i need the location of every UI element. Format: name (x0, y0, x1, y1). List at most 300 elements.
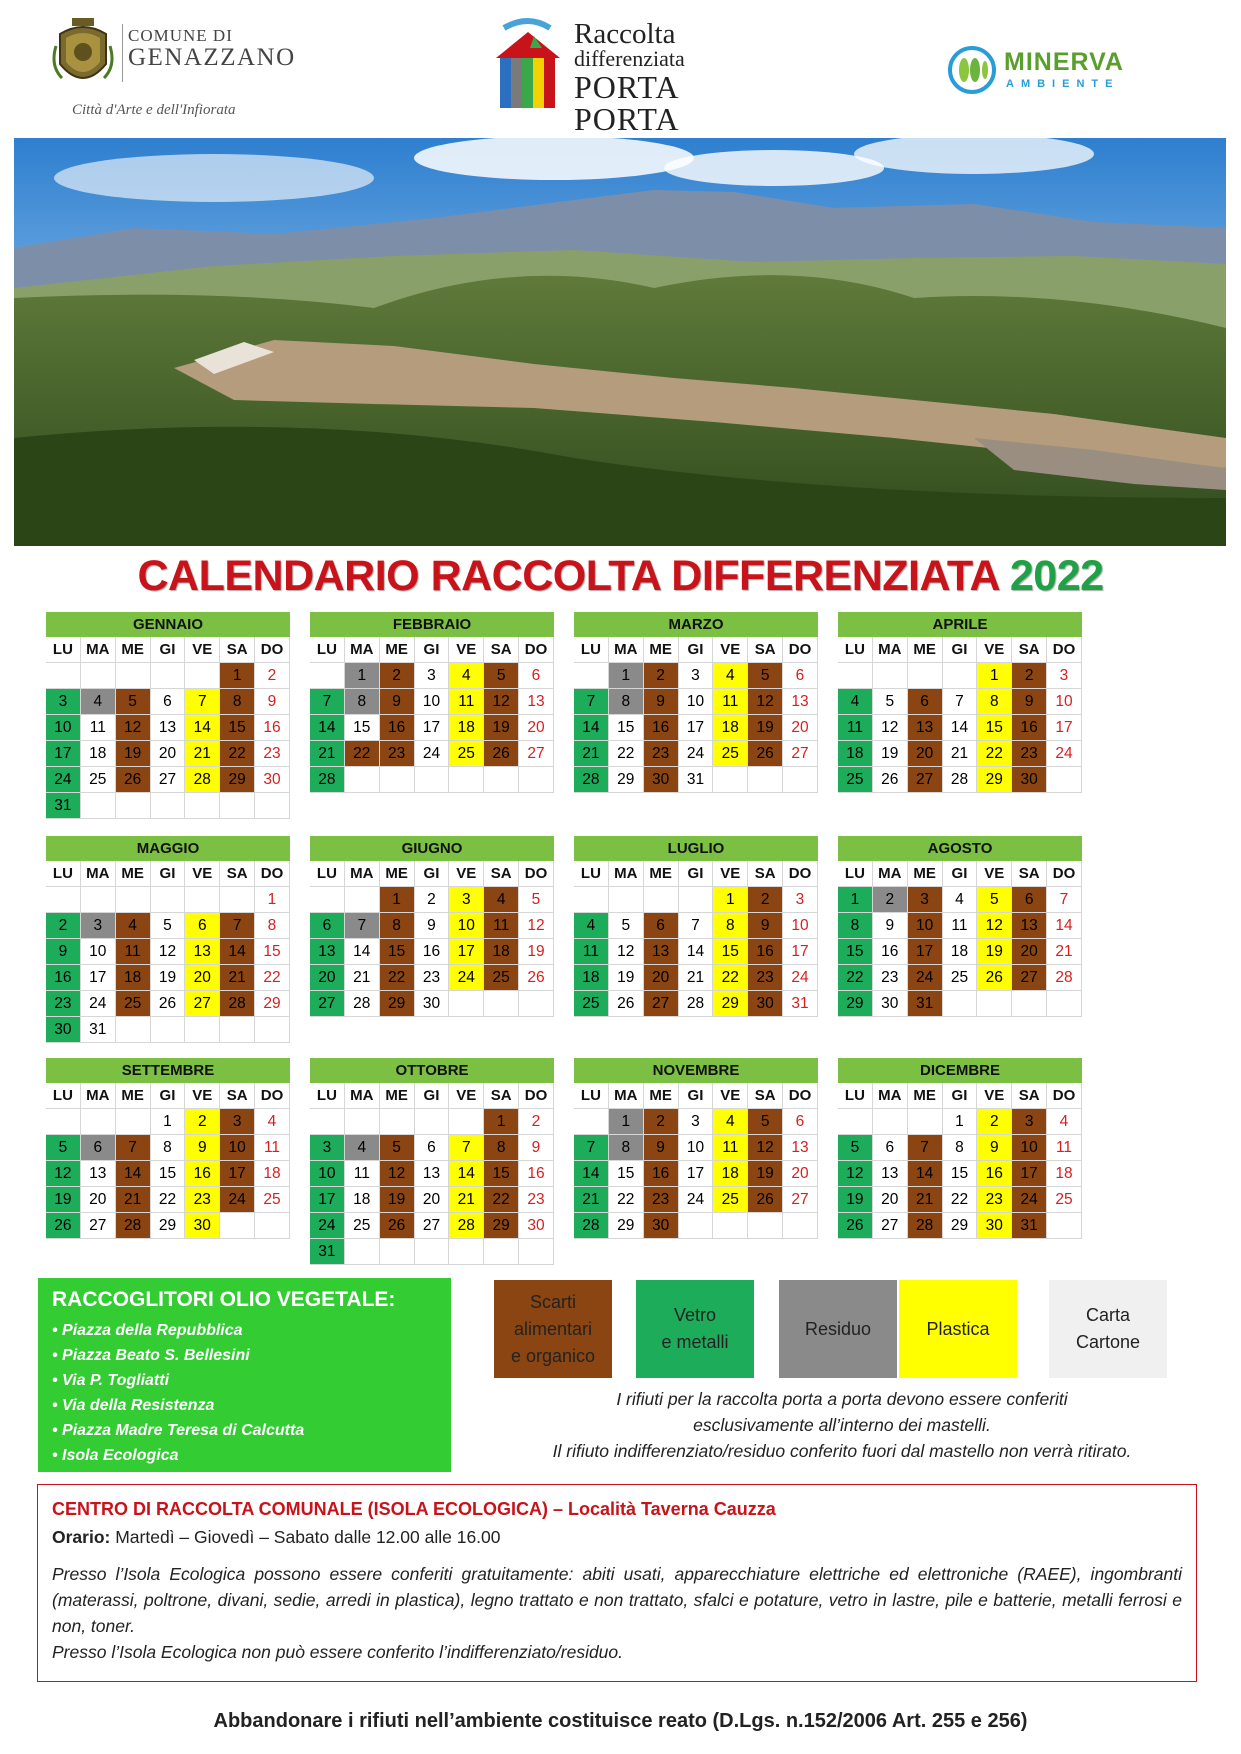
centro-orario: Orario: Martedì – Giovedì – Sabato dalle 12.00 alle 16.00 (52, 1527, 501, 1547)
weekday-header: LU (574, 861, 609, 887)
weekday-header: MA (609, 861, 644, 887)
day-cell: 22 (151, 1187, 186, 1213)
empty-cell (151, 887, 186, 913)
day-cell: 6 (783, 1109, 818, 1135)
day-cell: 29 (838, 991, 873, 1017)
weekday-header: SA (748, 1083, 783, 1109)
empty-cell (345, 1109, 380, 1135)
empty-cell (151, 1017, 186, 1043)
empty-cell (415, 1239, 450, 1265)
day-cell: 4 (484, 887, 519, 913)
weekday-header: MA (81, 1083, 116, 1109)
day-cell: 15 (255, 939, 290, 965)
weekday-header: ME (644, 637, 679, 663)
day-cell: 13 (519, 689, 554, 715)
weekday-header: VE (977, 861, 1012, 887)
day-cell: 21 (574, 1187, 609, 1213)
day-cell: 5 (977, 887, 1012, 913)
legend-plastica: Plastica (899, 1280, 1017, 1378)
day-cell: 31 (908, 991, 943, 1017)
empty-cell (873, 1109, 908, 1135)
empty-cell (679, 887, 714, 913)
weekday-header: GI (151, 861, 186, 887)
empty-cell (310, 1109, 345, 1135)
olio-item: • Piazza Madre Teresa di Calcutta (52, 1422, 305, 1439)
empty-cell (943, 663, 978, 689)
day-cell: 8 (609, 1135, 644, 1161)
day-cell: 20 (415, 1187, 450, 1213)
day-cell: 30 (748, 991, 783, 1017)
day-cell: 26 (977, 965, 1012, 991)
day-cell: 28 (185, 767, 220, 793)
day-cell: 11 (345, 1161, 380, 1187)
minerva-subtitle: AMBIENTE (1006, 78, 1120, 90)
day-cell: 28 (574, 767, 609, 793)
legend-organico: Scarti alimentari e organico (494, 1280, 612, 1378)
day-cell: 11 (255, 1135, 290, 1161)
day-cell: 9 (519, 1135, 554, 1161)
empty-cell (1012, 991, 1047, 1017)
day-cell: 7 (908, 1135, 943, 1161)
weekday-header: GI (943, 637, 978, 663)
empty-cell (380, 1239, 415, 1265)
weekday-header: ME (116, 861, 151, 887)
month-maggio (46, 836, 290, 1043)
day-cell: 3 (679, 1109, 714, 1135)
day-cell: 2 (380, 663, 415, 689)
weekday-header: DO (255, 637, 290, 663)
day-cell: 7 (185, 689, 220, 715)
day-cell: 31 (310, 1239, 345, 1265)
empty-cell (255, 1017, 290, 1043)
day-cell: 24 (415, 741, 450, 767)
weekday-header: DO (519, 1083, 554, 1109)
day-cell: 17 (415, 715, 450, 741)
day-cell: 6 (415, 1135, 450, 1161)
day-cell: 8 (380, 913, 415, 939)
weekday-header: LU (46, 861, 81, 887)
day-cell: 20 (783, 1161, 818, 1187)
weekday-header: SA (1012, 1083, 1047, 1109)
olio-item: • Via della Resistenza (52, 1397, 215, 1414)
day-cell: 2 (255, 663, 290, 689)
empty-cell (644, 887, 679, 913)
day-cell: 30 (519, 1213, 554, 1239)
day-cell: 6 (873, 1135, 908, 1161)
day-cell: 30 (46, 1017, 81, 1043)
olio-item: • Via P. Togliatti (52, 1372, 170, 1389)
weekday-header: GI (151, 637, 186, 663)
weekday-header: ME (644, 861, 679, 887)
weekday-header: DO (783, 1083, 818, 1109)
day-cell: 14 (310, 715, 345, 741)
day-cell: 19 (609, 965, 644, 991)
empty-cell (151, 663, 186, 689)
weekday-header: SA (748, 637, 783, 663)
day-cell: 14 (679, 939, 714, 965)
minerva-name: MINERVA (1004, 48, 1124, 76)
month-name: FEBBRAIO (310, 612, 554, 637)
day-cell: 13 (415, 1161, 450, 1187)
day-cell: 24 (449, 965, 484, 991)
weekday-header: SA (484, 861, 519, 887)
day-cell: 4 (713, 1109, 748, 1135)
centro-raccolta-box (37, 1484, 1197, 1682)
empty-cell (449, 1109, 484, 1135)
comune-motto: Città d'Arte e dell'Infiorata (72, 102, 236, 118)
weekday-header: DO (1047, 637, 1082, 663)
month-febbraio (310, 612, 554, 793)
day-cell: 25 (574, 991, 609, 1017)
day-cell: 21 (679, 965, 714, 991)
day-cell: 29 (151, 1213, 186, 1239)
weekday-header: VE (185, 1083, 220, 1109)
day-cell: 27 (310, 991, 345, 1017)
day-cell: 2 (644, 1109, 679, 1135)
day-cell: 23 (644, 741, 679, 767)
day-cell: 18 (943, 939, 978, 965)
day-cell: 3 (1012, 1109, 1047, 1135)
month-name: MAGGIO (46, 836, 290, 861)
weekday-header: GI (679, 861, 714, 887)
empty-cell (345, 887, 380, 913)
day-cell: 18 (713, 715, 748, 741)
day-cell: 28 (220, 991, 255, 1017)
weekday-header: SA (748, 861, 783, 887)
day-cell: 8 (838, 913, 873, 939)
day-cell: 10 (1047, 689, 1082, 715)
day-cell: 17 (220, 1161, 255, 1187)
day-cell: 1 (609, 663, 644, 689)
day-cell: 15 (838, 939, 873, 965)
day-cell: 11 (943, 913, 978, 939)
day-cell: 27 (783, 1187, 818, 1213)
legend-carta: Carta Cartone (1049, 1280, 1167, 1378)
day-cell: 19 (748, 1161, 783, 1187)
empty-cell (574, 887, 609, 913)
day-cell: 20 (151, 741, 186, 767)
empty-cell (81, 663, 116, 689)
day-cell: 27 (1012, 965, 1047, 991)
empty-cell (255, 1213, 290, 1239)
day-cell: 22 (380, 965, 415, 991)
day-cell: 21 (116, 1187, 151, 1213)
weekday-header: MA (609, 1083, 644, 1109)
day-cell: 16 (748, 939, 783, 965)
day-cell: 18 (345, 1187, 380, 1213)
empty-cell (220, 793, 255, 819)
day-cell: 19 (151, 965, 186, 991)
day-cell: 3 (46, 689, 81, 715)
empty-cell (519, 767, 554, 793)
day-cell: 11 (116, 939, 151, 965)
day-cell: 14 (574, 1161, 609, 1187)
empty-cell (713, 767, 748, 793)
day-cell: 11 (449, 689, 484, 715)
empty-cell (46, 663, 81, 689)
weekday-header: VE (449, 637, 484, 663)
day-cell: 6 (81, 1135, 116, 1161)
day-cell: 30 (415, 991, 450, 1017)
weekday-header: VE (713, 637, 748, 663)
day-cell: 8 (713, 913, 748, 939)
day-cell: 1 (484, 1109, 519, 1135)
day-cell: 16 (644, 1161, 679, 1187)
day-cell: 17 (679, 715, 714, 741)
empty-cell (116, 663, 151, 689)
day-cell: 11 (713, 1135, 748, 1161)
day-cell: 5 (46, 1135, 81, 1161)
day-cell: 19 (484, 715, 519, 741)
month-agosto (838, 836, 1082, 1017)
day-cell: 12 (748, 689, 783, 715)
day-cell: 19 (519, 939, 554, 965)
day-cell: 5 (116, 689, 151, 715)
day-cell: 30 (977, 1213, 1012, 1239)
day-cell: 9 (644, 689, 679, 715)
day-cell: 23 (380, 741, 415, 767)
day-cell: 29 (609, 767, 644, 793)
day-cell: 24 (908, 965, 943, 991)
empty-cell (679, 1213, 714, 1239)
weekday-header: MA (609, 637, 644, 663)
empty-cell (380, 1109, 415, 1135)
empty-cell (345, 767, 380, 793)
day-cell: 12 (151, 939, 186, 965)
day-cell: 10 (449, 913, 484, 939)
weekday-header: GI (151, 1083, 186, 1109)
day-cell: 14 (943, 715, 978, 741)
month-name: APRILE (838, 612, 1082, 637)
day-cell: 6 (1012, 887, 1047, 913)
day-cell: 9 (380, 689, 415, 715)
day-cell: 11 (484, 913, 519, 939)
day-cell: 20 (783, 715, 818, 741)
weekday-header: SA (1012, 861, 1047, 887)
day-cell: 1 (345, 663, 380, 689)
day-cell: 10 (81, 939, 116, 965)
weekday-header: GI (415, 637, 450, 663)
weekday-header: GI (679, 637, 714, 663)
weekday-header: MA (81, 637, 116, 663)
day-cell: 9 (748, 913, 783, 939)
empty-cell (748, 1213, 783, 1239)
day-cell: 29 (713, 991, 748, 1017)
day-cell: 30 (185, 1213, 220, 1239)
day-cell: 2 (1012, 663, 1047, 689)
day-cell: 8 (943, 1135, 978, 1161)
day-cell: 1 (943, 1109, 978, 1135)
month-name: GIUGNO (310, 836, 554, 861)
weekday-header: ME (380, 861, 415, 887)
day-cell: 8 (977, 689, 1012, 715)
day-cell: 1 (255, 887, 290, 913)
empty-cell (609, 887, 644, 913)
day-cell: 28 (943, 767, 978, 793)
day-cell: 3 (310, 1135, 345, 1161)
month-dicembre (838, 1058, 1082, 1239)
day-cell: 11 (838, 715, 873, 741)
weekday-header: ME (116, 637, 151, 663)
day-cell: 29 (484, 1213, 519, 1239)
day-cell: 17 (908, 939, 943, 965)
month-name: MARZO (574, 612, 818, 637)
weekday-header: ME (644, 1083, 679, 1109)
day-cell: 16 (519, 1161, 554, 1187)
day-cell: 14 (116, 1161, 151, 1187)
day-cell: 14 (345, 939, 380, 965)
day-cell: 24 (1012, 1187, 1047, 1213)
title-year: 2022 (1009, 552, 1104, 600)
day-cell: 10 (46, 715, 81, 741)
day-cell: 8 (345, 689, 380, 715)
legend-vetro: Vetro e metalli (636, 1280, 754, 1378)
centro-title: CENTRO DI RACCOLTA COMUNALE (ISOLA ECOLOGICA) – Località Taverna Cauzza (52, 1499, 776, 1519)
day-cell: 9 (185, 1135, 220, 1161)
day-cell: 15 (977, 715, 1012, 741)
day-cell: 16 (977, 1161, 1012, 1187)
day-cell: 27 (873, 1213, 908, 1239)
day-cell: 24 (783, 965, 818, 991)
day-cell: 27 (185, 991, 220, 1017)
empty-cell (838, 663, 873, 689)
day-cell: 29 (220, 767, 255, 793)
day-cell: 1 (713, 887, 748, 913)
day-cell: 27 (783, 741, 818, 767)
weekday-header: LU (838, 637, 873, 663)
weekday-header: VE (977, 1083, 1012, 1109)
day-cell: 13 (873, 1161, 908, 1187)
weekday-header: DO (1047, 1083, 1082, 1109)
day-cell: 17 (783, 939, 818, 965)
empty-cell (449, 991, 484, 1017)
day-cell: 16 (380, 715, 415, 741)
weekday-header: SA (220, 1083, 255, 1109)
day-cell: 11 (713, 689, 748, 715)
day-cell: 9 (1012, 689, 1047, 715)
day-cell: 4 (255, 1109, 290, 1135)
olio-item: • Isola Ecologica (52, 1447, 179, 1464)
empty-cell (783, 1213, 818, 1239)
title-text: CALENDARIO RACCOLTA DIFFERENZIATA (137, 552, 999, 600)
day-cell: 22 (345, 741, 380, 767)
comune-line1: COMUNE DI (128, 26, 233, 45)
day-cell: 31 (679, 767, 714, 793)
day-cell: 17 (1047, 715, 1082, 741)
empty-cell (484, 991, 519, 1017)
day-cell: 29 (943, 1213, 978, 1239)
olio-item: • Piazza Beato S. Bellesini (52, 1347, 250, 1364)
day-cell: 4 (574, 913, 609, 939)
day-cell: 7 (449, 1135, 484, 1161)
empty-cell (185, 793, 220, 819)
empty-cell (574, 1109, 609, 1135)
weekday-header: ME (908, 637, 943, 663)
day-cell: 24 (679, 1187, 714, 1213)
day-cell: 25 (449, 741, 484, 767)
day-cell: 10 (679, 1135, 714, 1161)
day-cell: 8 (609, 689, 644, 715)
empty-cell (310, 663, 345, 689)
empty-cell (46, 1109, 81, 1135)
day-cell: 28 (449, 1213, 484, 1239)
day-cell: 1 (977, 663, 1012, 689)
day-cell: 6 (644, 913, 679, 939)
weekday-header: LU (310, 861, 345, 887)
weekday-header: GI (943, 861, 978, 887)
day-cell: 4 (943, 887, 978, 913)
day-cell: 23 (185, 1187, 220, 1213)
weekday-header: MA (873, 1083, 908, 1109)
day-cell: 22 (484, 1187, 519, 1213)
pap-line2: differenziata (574, 46, 685, 71)
day-cell: 21 (310, 741, 345, 767)
day-cell: 23 (519, 1187, 554, 1213)
empty-cell (484, 1239, 519, 1265)
day-cell: 13 (81, 1161, 116, 1187)
day-cell: 26 (519, 965, 554, 991)
day-cell: 11 (574, 939, 609, 965)
weekday-header: VE (977, 637, 1012, 663)
day-cell: 7 (1047, 887, 1082, 913)
landscape-photo (14, 138, 1226, 546)
day-cell: 16 (644, 715, 679, 741)
weekday-header: DO (519, 861, 554, 887)
day-cell: 14 (1047, 913, 1082, 939)
month-aprile (838, 612, 1082, 793)
weekday-header: VE (449, 861, 484, 887)
weekday-header: GI (415, 1083, 450, 1109)
day-cell: 20 (873, 1187, 908, 1213)
pap-line1: Raccolta (574, 18, 676, 50)
day-cell: 30 (255, 767, 290, 793)
day-cell: 24 (81, 991, 116, 1017)
day-cell: 28 (908, 1213, 943, 1239)
day-cell: 2 (873, 887, 908, 913)
day-cell: 2 (415, 887, 450, 913)
day-cell: 24 (1047, 741, 1082, 767)
porta-a-porta-title (574, 20, 685, 135)
day-cell: 3 (1047, 663, 1082, 689)
weekday-header: LU (838, 861, 873, 887)
month-name: DICEMBRE (838, 1058, 1082, 1083)
day-cell: 9 (415, 913, 450, 939)
day-cell: 21 (908, 1187, 943, 1213)
day-cell: 9 (46, 939, 81, 965)
day-cell: 20 (81, 1187, 116, 1213)
day-cell: 30 (873, 991, 908, 1017)
comune-line2: GENAZZANO (128, 44, 296, 71)
day-cell: 4 (345, 1135, 380, 1161)
day-cell: 7 (220, 913, 255, 939)
month-gennaio (46, 612, 290, 819)
day-cell: 15 (943, 1161, 978, 1187)
empty-cell (415, 767, 450, 793)
day-cell: 15 (609, 1161, 644, 1187)
day-cell: 3 (449, 887, 484, 913)
day-cell: 10 (415, 689, 450, 715)
empty-cell (151, 793, 186, 819)
month-name: NOVEMBRE (574, 1058, 818, 1083)
day-cell: 5 (519, 887, 554, 913)
day-cell: 19 (380, 1187, 415, 1213)
day-cell: 1 (380, 887, 415, 913)
weekday-header: MA (873, 861, 908, 887)
empty-cell (873, 663, 908, 689)
empty-cell (220, 1213, 255, 1239)
day-cell: 12 (519, 913, 554, 939)
page-title (0, 552, 1241, 601)
